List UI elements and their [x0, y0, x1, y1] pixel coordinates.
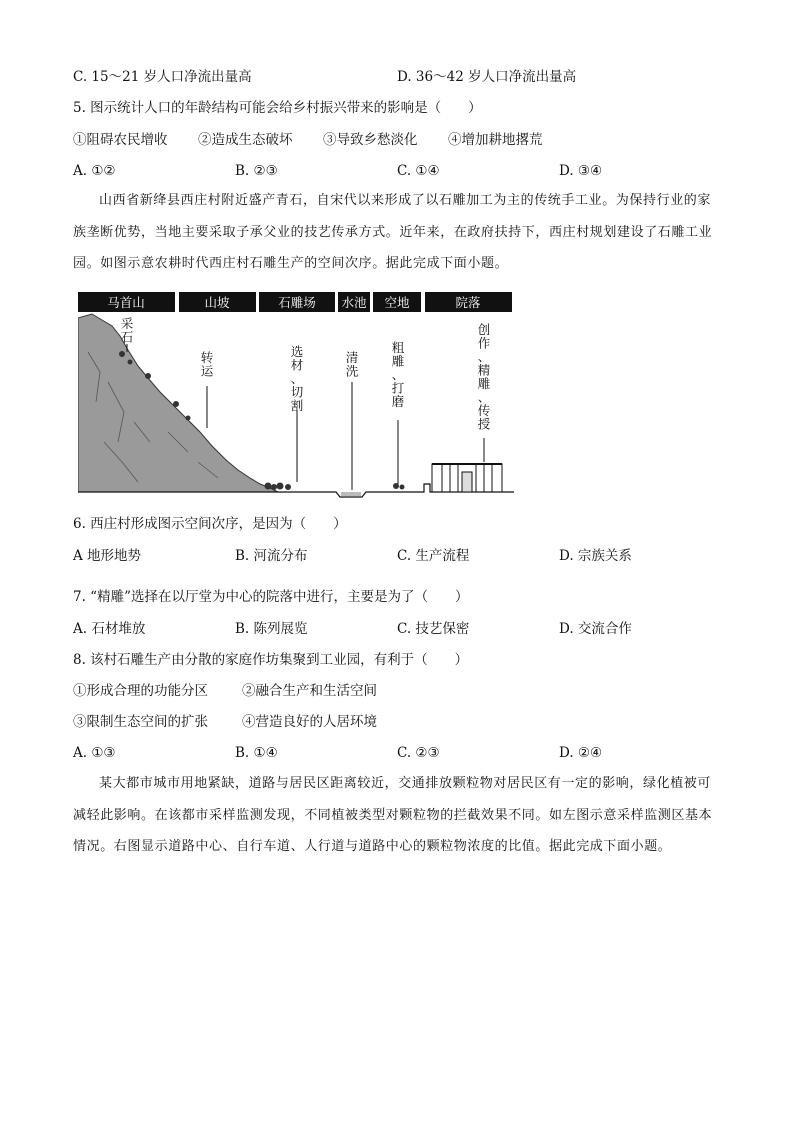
q6-option-c[interactable]: C. 生产流程: [397, 548, 470, 564]
courtyard-building: [432, 464, 502, 492]
q8-option-a[interactable]: A. ①③: [73, 745, 116, 761]
label-select-cut: 选材、切割: [290, 344, 304, 413]
q8-item-1: ①形成合理的功能分区: [73, 683, 208, 699]
q8-option-d[interactable]: D. ②④: [559, 745, 603, 761]
q6-option-d[interactable]: D. 宗族关系: [559, 548, 632, 564]
q7-option-c[interactable]: C. 技艺保密: [397, 621, 470, 637]
q6-stem: 6. 西庄村形成图示空间次序，是因为（ ）: [73, 516, 347, 532]
q8-item-3: ③限制生态空间的扩张: [73, 714, 208, 730]
q4-option-d[interactable]: D. 36～42 岁人口净流出量高: [397, 69, 577, 85]
q8-option-c[interactable]: C. ②③: [397, 745, 440, 761]
header-courtyard: 院落: [455, 295, 481, 310]
q5-item-1: ①阻碍农民增收: [73, 132, 168, 148]
q7-option-d[interactable]: D. 交流合作: [559, 621, 632, 637]
q7-stem: 7. “精雕”选择在以厅堂为中心的院落中进行，主要是为了（ ）: [73, 589, 469, 605]
label-transport: 转运: [200, 350, 214, 379]
label-create-fine-teach: 创作、精雕、传授: [477, 322, 491, 432]
q7-option-a[interactable]: A. 石材堆放: [73, 621, 146, 637]
header-pond: 水池: [341, 295, 367, 310]
q4-option-c[interactable]: C. 15～21 岁人口净流出量高: [73, 69, 252, 85]
q5-option-a[interactable]: A. ①②: [73, 163, 116, 179]
passage-stone-carving: 山西省新绛县西庄村附近盛产青石，自宋代以来形成了以石雕加工为主的传统手工业。为保持行业的家族垄断优势，当地主要采取子承父业的技艺传承方式。近年来，在政府扶持下，西庄村规划建设了石雕工业园。如图示意农耕时代西庄村石雕生产的空间次序。据此完成下面小题。: [73, 193, 713, 271]
q5-item-2: ②造成生态破坏: [198, 132, 293, 148]
q8-item-4: ④营造良好的人居环境: [242, 714, 377, 730]
q7-option-b[interactable]: B. 陈列展览: [235, 621, 308, 637]
passage-particulate: 某大都市城市用地紧缺，道路与居民区距离较近，交通排放颗粒物对居民区有一定的影响，绿化植被可减轻此影响。在该都市采样监测发现，不同植被类型对颗粒物的拦截效果不同。如左图示意采样监测区基本情况。右图显示道路中心、自行车道、人行道与道路中心的颗粒物浓度的比值。据此完成下面小题。: [73, 776, 713, 854]
q5-item-4: ④增加耕地撂荒: [448, 132, 543, 148]
header-mountain: 马首山: [107, 295, 145, 310]
q5-stem: 5. 图示统计人口的年龄结构可能会给乡村振兴带来的影响是（ ）: [73, 100, 482, 116]
q8-stem: 8. 该村石雕生产由分散的家庭作坊集聚到工业园，有利于（ ）: [73, 652, 469, 668]
label-rough-polish: 粗雕、打磨: [391, 340, 405, 409]
pond-water: [341, 492, 361, 496]
figure-header: [78, 292, 512, 312]
q5-option-c[interactable]: C. ①④: [397, 163, 440, 179]
q5-option-b[interactable]: B. ②③: [235, 163, 278, 179]
header-open-ground: 空地: [384, 295, 410, 310]
label-quarry: 采石: [120, 316, 134, 345]
header-slope: 山坡: [204, 295, 230, 310]
q6-option-a[interactable]: A 地形地势: [73, 548, 142, 564]
header-carving-yard: 石雕场: [278, 295, 316, 310]
q5-option-d[interactable]: D. ③④: [559, 163, 603, 179]
q8-option-b[interactable]: B. ①④: [235, 745, 278, 761]
q6-option-b[interactable]: B. 河流分布: [235, 548, 308, 564]
label-wash: 清洗: [345, 350, 359, 379]
stone-carving-spatial-diagram: [78, 292, 514, 498]
q8-item-2: ②融合生产和生活空间: [242, 683, 377, 699]
q5-item-3: ③导致乡愁淡化: [323, 132, 418, 148]
